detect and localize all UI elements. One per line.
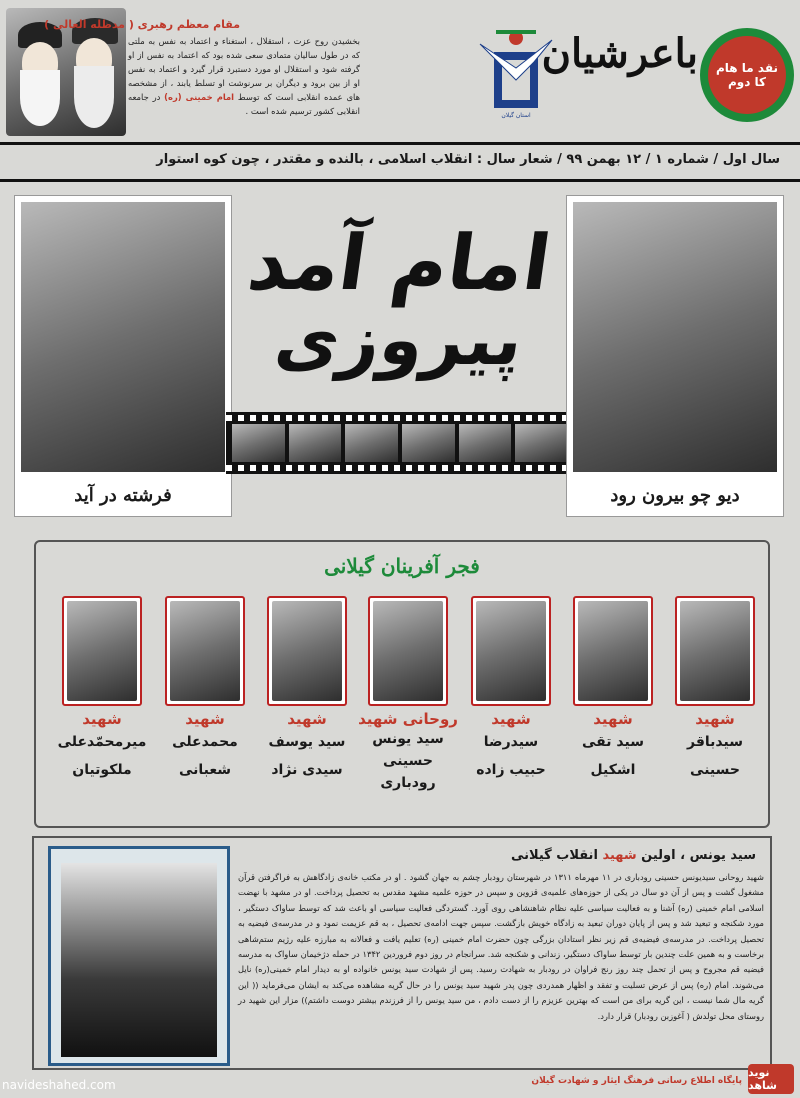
headline bbox=[236, 190, 562, 410]
leader-quote-part: بخشیدن روح عزت ، استقلال ، استغناء و اعتماد به نفس به ملتی که در طول سالیان متمادی سعی شده بود که اعتماد به نفس از او گرفته شود و استقلال او مورد دستبرد قرار گیرد و اعتماد به نفس او از بین برود و دیگران بر سرنوشت او تسلط یابند ، از مشخصه های عمده انقلابی است که توسط bbox=[128, 36, 360, 102]
martyr-surname: سیدی نژاد bbox=[271, 762, 343, 778]
filmstrip-sprockets bbox=[226, 415, 574, 421]
film-frame bbox=[289, 424, 342, 462]
martyr-card bbox=[50, 596, 154, 784]
martyr-rank: شهید bbox=[82, 710, 122, 728]
film-frame bbox=[345, 424, 398, 462]
martyr-rank: روحانی شهید bbox=[358, 710, 458, 728]
martyr-name: میرمحمّدعلی bbox=[57, 734, 147, 750]
biography-heading-highlight: شهید bbox=[602, 848, 637, 863]
arrival-photo-card bbox=[14, 195, 232, 517]
site-watermark: navideshahed.com bbox=[2, 1078, 116, 1092]
martyr-rank: شهید bbox=[185, 710, 225, 728]
martyr-rank: شهید bbox=[593, 710, 633, 728]
martyr-surname: حسینی bbox=[690, 762, 740, 778]
statue-photo bbox=[573, 202, 777, 472]
martyr-name: سید تقی bbox=[582, 734, 644, 750]
footer-brand bbox=[531, 1064, 794, 1096]
leader-quote bbox=[128, 34, 360, 118]
martyr-photo bbox=[165, 596, 245, 706]
martyr-name: محمدعلی bbox=[172, 734, 238, 750]
martyr-name: سید یونس bbox=[372, 731, 444, 747]
portrait-image bbox=[61, 863, 217, 1057]
film-frame bbox=[515, 424, 568, 462]
header bbox=[0, 0, 800, 142]
martyr-photo bbox=[267, 596, 347, 706]
issue-info: سال اول / شماره ۱ / ۱۲ بهمن ۹۹ / شعار سال : انقلاب اسلامی ، بالنده و مقتدر ، چون کوه استوار bbox=[156, 152, 780, 167]
seal-emblem bbox=[700, 28, 794, 122]
martyr-surname: اشکیل bbox=[590, 762, 636, 778]
martyr-surname: حبیب زاده bbox=[476, 762, 546, 778]
biography-portrait bbox=[48, 846, 230, 1066]
biography-section bbox=[32, 836, 772, 1070]
martyr-name: سید یوسف bbox=[268, 734, 346, 750]
martyr-surname: شعبانی bbox=[178, 762, 232, 778]
martyr-photo bbox=[368, 596, 448, 706]
headline-line-2: پیروزی bbox=[270, 299, 528, 381]
leader-quote-highlight: امام خمینی (ره) bbox=[164, 92, 235, 102]
film-frame bbox=[459, 424, 512, 462]
biography-heading bbox=[511, 848, 756, 863]
film-frame bbox=[402, 424, 455, 462]
martyr-photo bbox=[675, 596, 755, 706]
leader-quote-part: در جامعه انقلابی کشور ترسیم شده است . bbox=[128, 92, 360, 116]
martyr-name: سیدباقر bbox=[687, 734, 743, 750]
film-frame bbox=[232, 424, 285, 462]
statue-photo-caption: دیو چو بیرون رود bbox=[610, 485, 740, 506]
martyr-photo bbox=[62, 596, 142, 706]
martyrs-section bbox=[34, 540, 770, 828]
martyr-name: سیدرضا bbox=[483, 734, 539, 750]
biography-heading-part: انقلاب گیلانی bbox=[510, 848, 598, 863]
martyr-card bbox=[564, 596, 662, 784]
organization-name: استان گیلان bbox=[501, 112, 531, 119]
arrival-photo bbox=[21, 202, 225, 472]
issue-bar bbox=[0, 142, 800, 182]
seal-text: نقد ما هام کا دوم bbox=[708, 36, 786, 114]
martyr-rank: شهید bbox=[491, 710, 531, 728]
martyr-surname: حسینی bbox=[383, 753, 433, 769]
filmstrip bbox=[226, 412, 574, 474]
martyr-card bbox=[462, 596, 560, 784]
martyr-surname: ملکوتیان bbox=[72, 762, 132, 778]
martyr-rank: شهید bbox=[695, 710, 735, 728]
navideshahed-logo-icon: نوید شاهد bbox=[748, 1064, 794, 1094]
filmstrip-sprockets bbox=[226, 465, 574, 471]
martyrs-title: فجر آفرینان گیلانی bbox=[324, 554, 480, 578]
martyr-rank: شهید bbox=[287, 710, 327, 728]
headline-line-1: امام آمد bbox=[242, 218, 556, 307]
martyr-card bbox=[354, 596, 462, 794]
martyr-photo bbox=[573, 596, 653, 706]
statue-photo-card bbox=[566, 195, 784, 517]
biography-text: شهید روحانی سیدیونس حسینی رودباری در ۱۱ مهرماه ۱۳۱۱ در شهرستان رودبار چشم به جهان گشود . او در مکتب خانه‌ی زادگاهش به فراگرفتن قرآن مشغول گشت و پس از آن دو سال در یکی از حوزه‌های علمیه‌ی قزوین و سپس در حوزه علمیه مشهد مقدس به تحصیل پرداخت. او در مشهد با نهضت اسلامی امام خمینی (ره) آشنا و به فعالیت سیاسی علیه نظام شاهنشاهی روی آورد. گستردگی فعالیت سیاسی او باعث شد که توسط ساواک دستگیر ، مورد شکنجه و تبعید شد و پس از پایان دوران تبعید به زادگاه خویش بازگشت. سپس جهت ادامه‌ی تحصیل ، به قم عزیمت نمود و در مدرسه‌ی فیضیه به تحصیل پرداخت. در مدرسه‌ی فیضیه‌ی قم زیر نظر استادان بزرگی چون حضرت امام خمینی (ره) تعلیم یافت و فعالانه به مبارزه علیه رژیم ستم‌شاهی برخاست و به همین علت چندین بار توسط ساواک دستگیر، زندانی و شکنجه شد. سرانجام در روز دوم فروردین ۱۳۴۲ در حمله دژخیمان ساواک به مدرسه فیضیه قم مجروح و پس از تحمل چند روز رنج فراوان در رودبار به شهادت رسید. پس از شهادت سید یونس خانواده او به دیدار امام خمینی(ره) نایل می‌شوند. امام (ره) پس از عرض تسلیت و تفقد و اظهار همدردی چون پدر شهید سید یونس را در حال گریه مشاهده می‌کند به ایشان می‌فرماید (( این گریه مال شما نیست ، این گریه برای من است که بهترین عزیزم را از دست دادم ، من سید یونس را از فرزندم بیشتر دوست داشتم)) مزار این شهید در روستای محل تولدش ( آغوزبن رودبار) قرار دارد. bbox=[238, 872, 764, 1021]
martyr-surname-2: رودباری bbox=[380, 775, 436, 791]
martyr-card bbox=[156, 596, 254, 784]
martyr-card bbox=[666, 596, 764, 784]
arrival-photo-caption: فرشته در آید bbox=[74, 485, 172, 506]
martyr-photo bbox=[471, 596, 551, 706]
newspaper-title: باعرشیان bbox=[541, 30, 698, 77]
biography-heading-part: سید یونس ، اولین bbox=[641, 848, 756, 863]
leader-quote-title: مقام معظم رهبری ( مدظله العالی ) bbox=[44, 18, 240, 31]
footer-caption: پایگاه اطلاع رسانی فرهنگ ایثار و شهادت گیلان bbox=[531, 1076, 742, 1086]
martyr-card bbox=[258, 596, 356, 784]
